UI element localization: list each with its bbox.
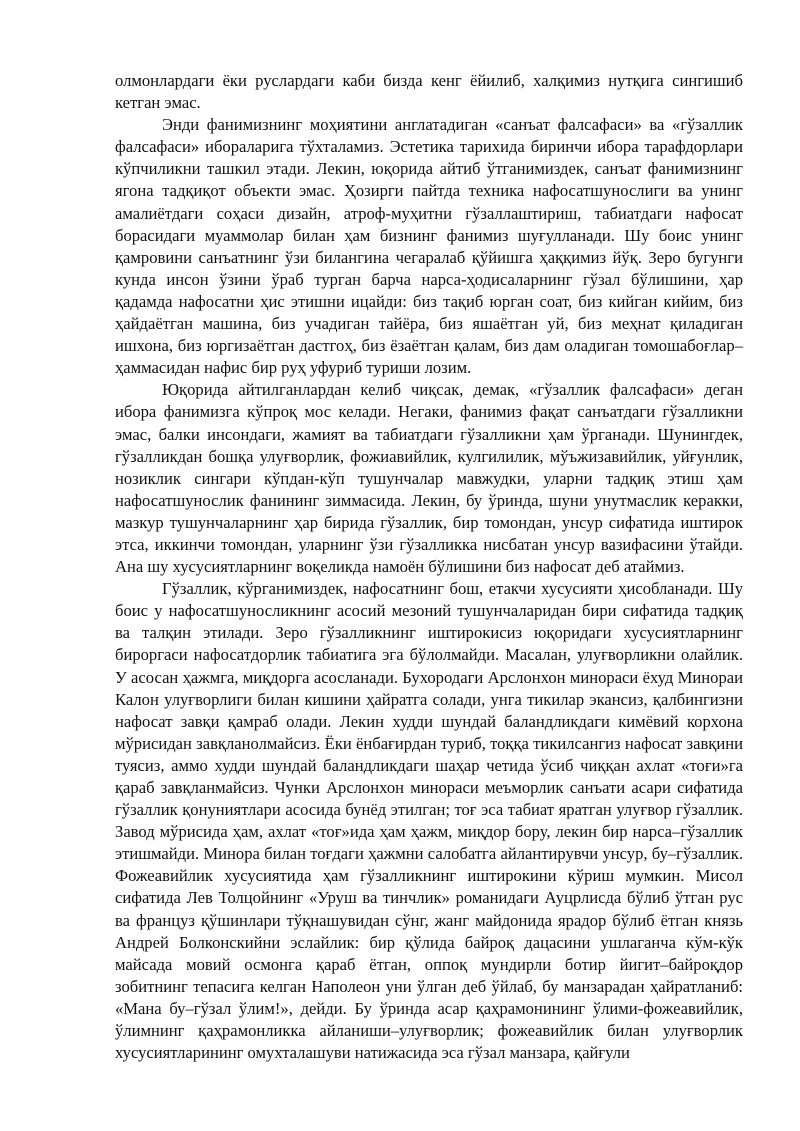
document-page xyxy=(115,70,743,1064)
paragraph: Гўзаллик, кўрганимиздек, нафосатнинг бош, етакчи хусусияти ҳисобланади. Шу боис у нафосатшуносликнинг асосий мезоний тушунчаларидан бири сифатида тадқиқ ва талқин этилади. Зеро гўзалликнинг иштирокисиз юқоридаги хусусиятларнинг бироргаси нафосатдорлик табиатига эга бўлолмайди. Масалан, улуғворликни олайлик. У асосан ҳажмга, миқдорга асосланади. Бухородаги Арслонхон минораси ёхуд Минораи Калон улуғворлиги билан кишини ҳайратга солади, унга тикилар экансиз, қалбингизни нафосат завқи қамраб олади. Лекин худди шундай баландликдаги кимёвий корхона мўрисидан завқланолмайсиз. Ёки ёнбағирдан туриб, тоққа тикилсангиз нафосат завқини туясиз, аммо худди шундай баландликдаги шаҳар четида ўсиб чиққан ахлат «тоғи»га қараб завқланмайсиз. Чунки Арслонхон минораси меъморлик санъати асари сифатида гўзаллик қонуниятлари асосида бунёд этилган; тоғ эса табиат яратган улуғвор гўзаллик. Завод мўрисида ҳам, ахлат «тоғ»ида ҳам ҳажм, миқдор бору, лекин бир нарса–гўзаллик этишмайди. Минора билан тоғдаги ҳажмни салобатга айлантирувчи унсур, бу–гўзаллик. Фожеавийлик хусусиятида ҳам гўзалликнинг иштирокини кўриш мумкин. Мисол сифатида Лев Толцойнинг «Уруш ва тинчлик» романидаги Ауцрлисда бўлиб ўтган рус ва француз қўшинлари тўқнашувидан сўнг, жанг майдонида ярадор бўлиб ётган князь Андрей Болконскийни эслайлик: бир қўлида байроқ дацасини ушлаганча кўм-кўк майсада мовий осмонга қараб ётган, оппоқ мундирли ботир йигит–байроқдор зобитнинг тепасига келган Наполеон уни ўлган деб ўйлаб, бу манзарадан ҳайратланиб: «Мана бу–гўзал ўлим!», дейди. Бу ўринда асар қаҳрамонининг ўлими-фожеавийлик, ўлимнинг қаҳрамонликка айланиши–улуғворлик; фожеавийлик билан улуғворлик хусусиятларининг омухталашуви натижасида эса гўзал манзара, қайғули xyxy=(115,579,743,1063)
paragraph-continued: олмонлардаги ёки руслардаги каби бизда кенг ёйилиб, халқимиз нутқига сингишиб кетган эмас. xyxy=(115,71,743,113)
paragraph: Юқорида айтилганлардан келиб чиқсак, демак, «гўзаллик фалсафаси» деган ибора фанимизга кўпроқ мос келади. Негаки, фанимиз фақат санъатдаги гўзалликни эмас, балки инсондаги, жамият ва табиатдаги гўзалликни ҳам ўрганади. Шунингдек, гўзалликдан бошқа улуғворлик, фожиавийлик, кулгилилик, мўъжизавийлик, уйғунлик, нозиклик сингари кўпдан-кўп тушунчалар мавжудки, уларни тадқиқ этиш ҳам нафосатшунослик фанининг зиммасида. Лекин, бу ўринда, шуни унутмаслик керакки, мазкур тушунчаларнинг ҳар бирида гўзаллик, бир томондан, унсур сифатида иштирок этса, иккинчи томондан, уларнинг ўзи гўзалликка нисбатан унсур вазифасини ўтайди. Ана шу хусусиятларнинг воқеликда намоён бўлишини биз нафосат деб атаймиз. xyxy=(115,380,743,577)
paragraph: Энди фанимизнинг моҳиятини англатадиган «санъат фалсафаси» ва «гўзаллик фалсафаси» ибораларига тўхталамиз. Эстетика тарихида биринчи ибора тарафдорлари кўпчиликни ташкил этади. Лекин, юқорида айтиб ўтганимиздек, санъат фанимизнинг ягона тадқиқот объекти эмас. Ҳозирги пайтда техника нафосатшунослиги ва унинг амалиётдаги соҳаси дизайн, атроф-муҳитни гўзаллаштириш, табиатдаги нафосат борасидаги муаммолар билан ҳам бизнинг фанимиз шуғулланади. Шу боис унинг қамровини санъатнинг ўзи билангина чегаралаб қўйишга ҳаққимиз йўқ. Зеро бугунги кунда инсон ўзини ўраб турган барча нарса-ҳодисаларнинг гўзал бўлишини, ҳар қадамда нафосатни ҳис этишни ицайди: биз тақиб юрган соат, биз кийган кийим, биз ҳайдаётган машина, биз учадиган тайёра, биз яшаётган уй, биз меҳнат қиладиган ишхона, биз юргизаётган дастгоҳ, биз ёзаётган қалам, биз дам оладиган томошабоғлар–ҳаммасидан нафис бир руҳ уфуриб туриши лозим. xyxy=(115,115,743,378)
